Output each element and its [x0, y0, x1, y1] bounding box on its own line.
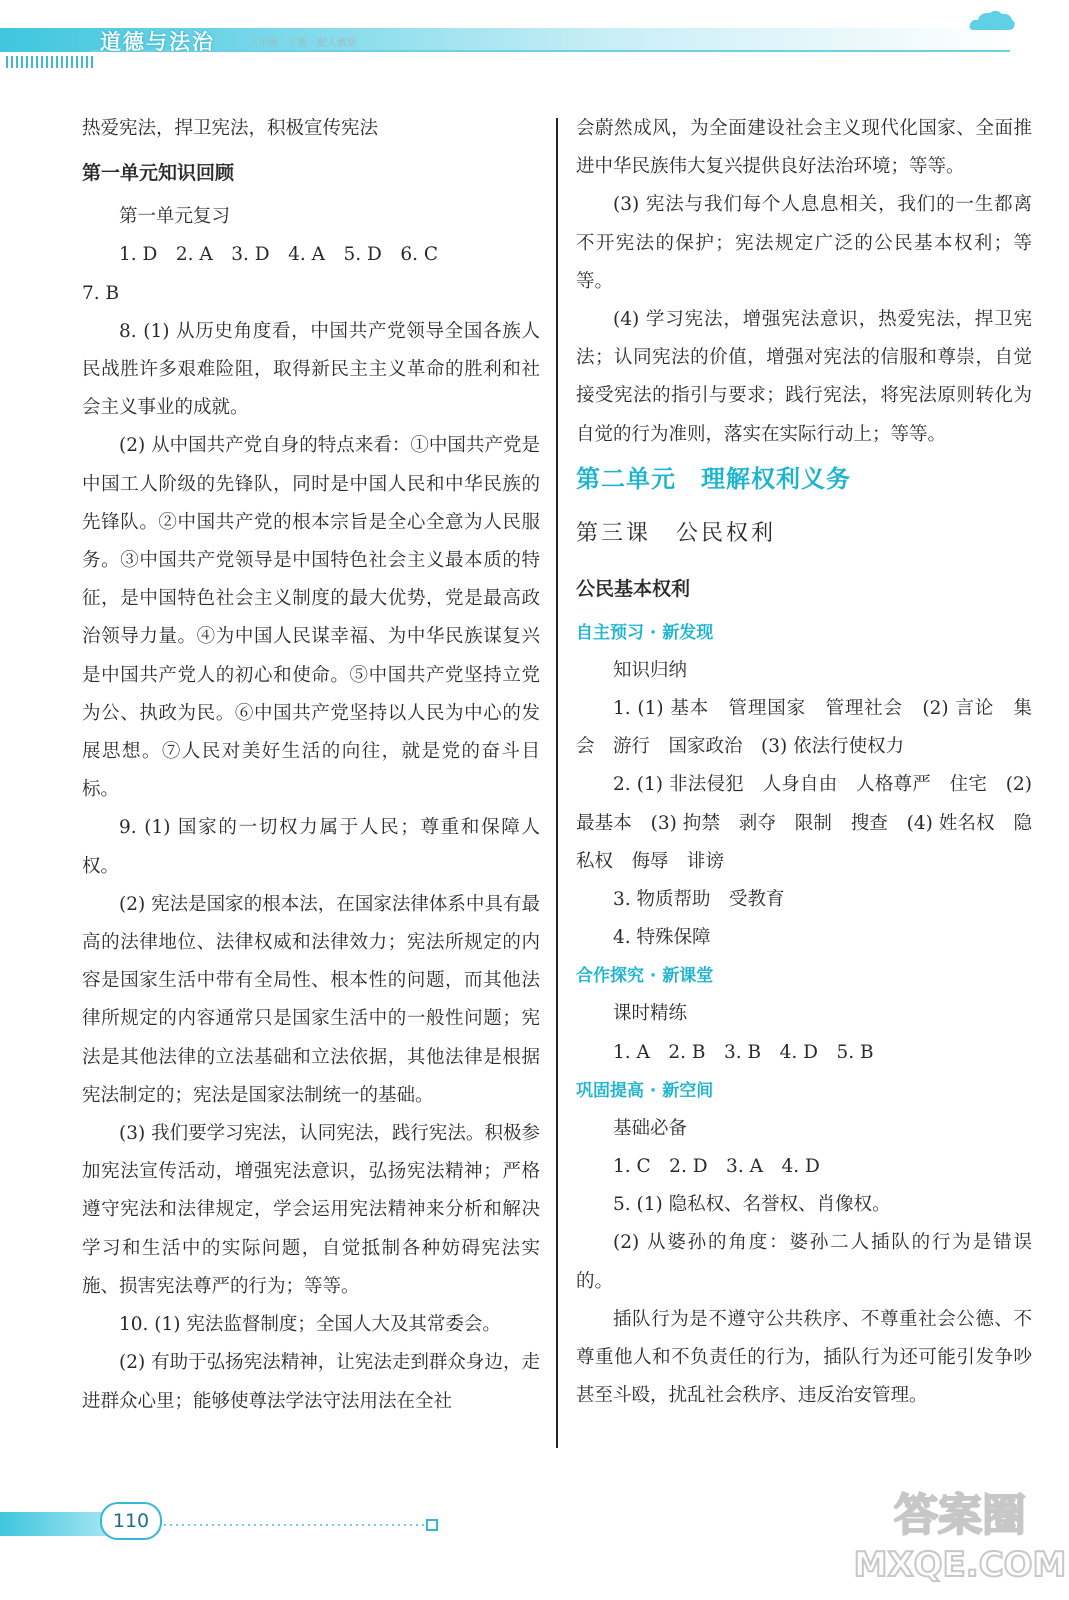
answer-paragraph: 2. (1) 非法侵犯 人身自由 人格尊严 住宅 (2) 最基本 (3) 拘禁 剥夺 限制 搜查 (4) 姓名权 隐私权 侮辱 诽谤 [576, 774, 1032, 872]
answer-paragraph: 5. (1) 隐私权、名誉权、肖像权。 [613, 1194, 891, 1216]
answer-paragraph: (4) 学习宪法，增强宪法意识，热爱宪法，捍卫宪法；认同宪法的价值，增强对宪法的信服和尊崇，自觉接受宪法的指引与要求；践行宪法，将宪法原则转化为自觉的行为准则，落实在实际行动上；等等。 [576, 309, 1032, 445]
section-label: 巩固提高 · 新空间 [576, 1080, 714, 1101]
page-number: 110 [100, 1502, 162, 1540]
answer-paragraph: (2) 有助于弘扬宪法精神，让宪法走到群众身边，走进群众心里；能够使尊法学法守法用法在全社 [82, 1352, 540, 1412]
answer-paragraph: 知识归纳 [613, 659, 688, 681]
answer-paragraph: 1. (1) 基本 管理国家 管理社会 (2) 言论 集会 游行 国家政治 (3) 依法行使权力 [576, 698, 1032, 758]
answer-paragraph: 热爱宪法，捍卫宪法，积极宣传宪法 [82, 118, 379, 139]
answer-paragraph: (2) 从中国共产党自身的特点来看：①中国共产党是中国工人阶级的先锋队，同时是中国人民和中华民族的先锋队。②中国共产党的根本宗旨是全心全意为人民服务。③中国共产党领导是中国特色社会主义最本质的特征，是中国特色社会主义制度的最大优势，党是最高政治领导力量。④为中国人民谋幸福、为中华民族谋复兴是中国共产党人的初心和使命。⑤中国共产党坚持立党为公、执政为民。⑥中国共产党坚持以人民为中心的发展思想。⑦人民对美好生活的向往，就是党的奋斗目标。 [82, 435, 540, 801]
cloud-icon [968, 8, 1016, 32]
column-divider [556, 118, 558, 1448]
watermark-logo [853, 1478, 1067, 1588]
answer-paragraph: (2) 从婆孙的角度：婆孙二人插队的行为是错误的。 [576, 1232, 1032, 1292]
left-column [82, 110, 540, 1421]
answer-paragraph: 3. 物质帮助 受教育 [613, 889, 785, 911]
answer-paragraph: 1. A 2. B 3. B 4. D 5. B [613, 1041, 874, 1063]
header-rule [90, 50, 1010, 52]
answer-paragraph: 插队行为是不遵守公共秩序、不尊重社会公德、不尊重他人和不负责任的行为，插队行为还可能引发争吵甚至斗殴，扰乱社会秩序、违反治安管理。 [576, 1308, 1032, 1407]
footer-square-icon [426, 1519, 438, 1531]
lesson-subtitle: 公民基本权利 [576, 577, 691, 600]
answer-paragraph: 1. C 2. D 3. A 4. D [613, 1156, 820, 1178]
answer-paragraph: (2) 宪法是国家的根本法，在国家法律体系中具有最高的法律地位、法律权威和法律效力；宪法所规定的内容是国家生活中带有全局性、根本性的问题，而其他法律所规定的内容通常只是国家生活中的一般性问题；宪法是其他法律的立法基础和立法依据，其他法律是根据宪法制定的；宪法是国家法制统一的基础。 [82, 893, 540, 1106]
answer-paragraph: 基础必备 [613, 1117, 688, 1139]
book-title: 道德与法治 [100, 30, 215, 54]
answer-paragraph: 课时精练 [613, 1003, 688, 1025]
answer-paragraph: 7. B [82, 282, 120, 304]
section-heading: 第一单元知识回顾 [82, 162, 235, 185]
answer-paragraph: 10. (1) 宪法监督制度；全国人大及其常委会。 [119, 1314, 501, 1336]
answer-paragraph: 第一单元复习 [119, 206, 231, 228]
unit-title: 第二单元 理解权利义务 [576, 464, 851, 493]
book-subtitle: 八年级 · 下册 · 配人教版 [248, 38, 358, 49]
section-label: 自主预习 · 新发现 [576, 622, 714, 643]
lesson-title: 第三课 公民权利 [576, 520, 777, 546]
svg-text:MXQE.COM: MXQE.COM [853, 1545, 1067, 1585]
right-column [576, 110, 1032, 1415]
answer-paragraph: 9. (1) 国家的一切权力属于人民；尊重和保障人权。 [82, 817, 540, 877]
section-label: 合作探究 · 新课堂 [576, 966, 714, 987]
page-header [0, 0, 1069, 70]
answer-paragraph: 会蔚然成风，为全面建设社会主义现代化国家、全面推进中华民族伟大复兴提供良好法治环境；等等。 [576, 118, 1032, 178]
answer-paragraph: 8. (1) 从历史角度看，中国共产党领导全国各族人民战胜许多艰难险阻，取得新民主主义革命的胜利和社会主义事业的成就。 [82, 320, 540, 419]
footer-dotted-line [164, 1524, 426, 1526]
answer-paragraph: 4. 特殊保障 [613, 927, 711, 949]
header-tick-marks [6, 56, 96, 68]
answer-paragraph: (3) 宪法与我们每个人息息相关，我们的一生都离不开宪法的保护；宪法规定广泛的公民基本权利；等等。 [576, 194, 1032, 292]
answer-paragraph: (3) 我们要学习宪法，认同宪法，践行宪法。积极参加宪法宣传活动，增强宪法意识，弘扬宪法精神；严格遵守宪法和法律规定，学会运用宪法精神来分析和解决学习和生活中的实际问题，自觉抵制各种妨碍宪法实施、损害宪法尊严的行为；等等。 [82, 1123, 540, 1297]
answer-paragraph: 1. D 2. A 3. D 4. A 5. D 6. C [119, 244, 439, 266]
svg-text:答案圈: 答案圈 [894, 1490, 1026, 1541]
